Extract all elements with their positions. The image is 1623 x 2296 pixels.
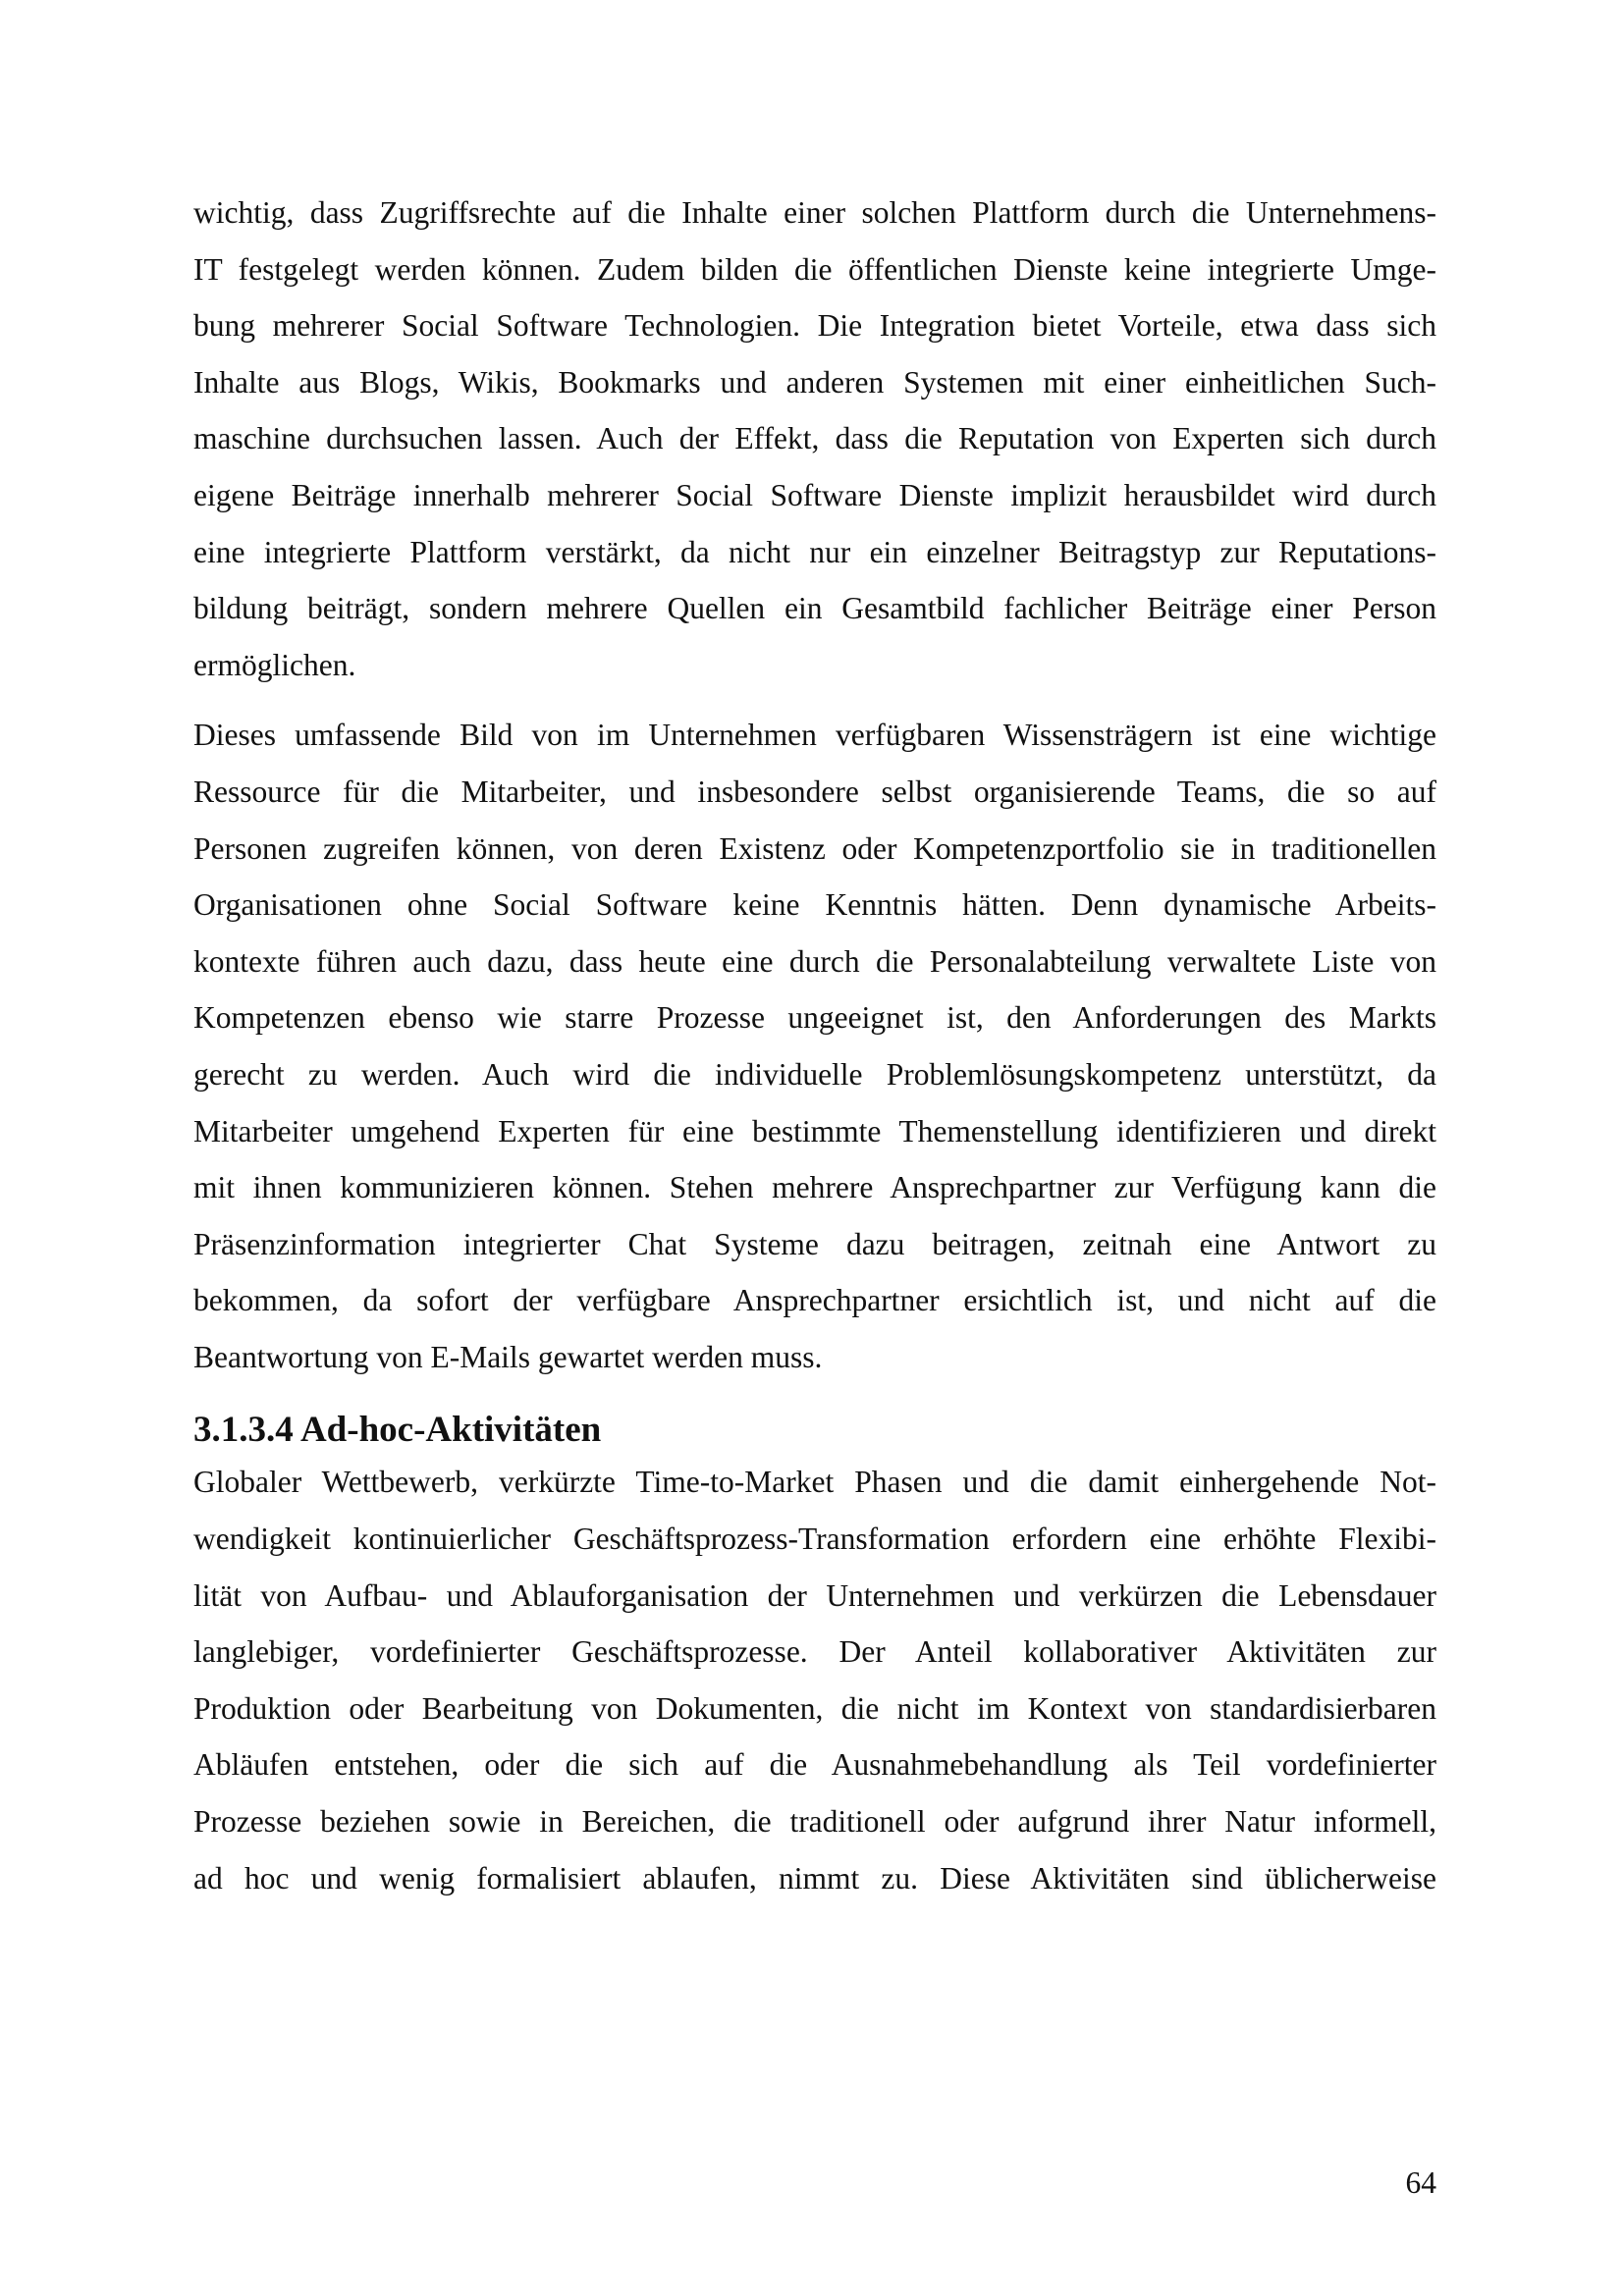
text-line: Kompetenzen ebenso wie starre Prozesse ungeeignet ist, den Anforderungen des Markts [193,1000,1436,1036]
text-line: Abläufen entstehen, oder die sich auf die Ausnahmebehandlung als Teil vordefinierter [193,1747,1436,1783]
text-line: IT festgelegt werden können. Zudem bilden die öffentlichen Dienste keine integrierte Umge- [193,251,1436,287]
text-line: Organisationen ohne Social Software keine Kenntnis hätten. Denn dynamische Arbeits- [193,887,1436,923]
text-line: bekommen, da sofort der verfügbare Ansprechpartner ersichtlich ist, und nicht auf die [193,1283,1436,1318]
paragraph-access-rights [193,185,1436,693]
text-line: wendigkeit kontinuierlicher Geschäftsprozess-Transformation erfordern eine erhöhte Flexibi- [193,1522,1436,1557]
paragraph-knowledge-holders [193,707,1436,1385]
paragraph-ad-hoc-activities [193,1454,1436,1906]
text-line: lität von Aufbau- und Ablauforganisation der Unternehmen und verkürzen die Lebensdauer [193,1577,1436,1613]
text-line: Beantwortung von E-Mails gewartet werden muss. [193,1339,823,1374]
text-line: langlebiger, vordefinierter Geschäftsprozesse. Der Anteil kollaborativer Aktivitäten zur [193,1634,1436,1670]
text-line: Personen zugreifen können, von deren Existenz oder Kompetenzportfolio sie in traditionellen [193,830,1436,866]
text-line: Inhalte aus Blogs, Wikis, Bookmarks und anderen Systemen mit einer einheitlichen Such- [193,364,1436,400]
text-line: eine integrierte Plattform verstärkt, da nicht nur ein einzelner Beitragstyp zur Reputations- [193,534,1436,569]
page-number: 64 [1405,2165,1436,2200]
text-line: Globaler Wettbewerb, verkürzte Time-to-Market Phasen und die damit einhergehende Not- [193,1465,1436,1500]
text-line: Präsenzinformation integrierter Chat Systeme dazu beitragen, zeitnah eine Antwort zu [193,1226,1436,1261]
text-line: wichtig, dass Zugriffsrechte auf die Inhalte einer solchen Plattform durch die Unternehmens- [193,195,1436,230]
text-line: bung mehrerer Social Software Technologien. Die Integration bietet Vorteile, etwa dass sich [193,308,1436,344]
text-line: Dieses umfassende Bild von im Unternehmen verfügbaren Wissensträgern ist eine wichtige [193,718,1436,753]
text-line: mit ihnen kommunizieren können. Stehen mehrere Ansprechpartner zur Verfügung kann die [193,1170,1436,1205]
text-line: eigene Beiträge innerhalb mehrerer Social Software Dienste implizit herausbildet wird durch [193,477,1436,512]
text-line: maschine durchsuchen lassen. Auch der Effekt, dass die Reputation von Experten sich durch [193,421,1436,456]
text-line: Prozesse beziehen sowie in Bereichen, die traditionell oder aufgrund ihrer Natur informell, [193,1804,1436,1840]
text-line: gerecht zu werden. Auch wird die individuelle Problemlösungskompetenz unterstützt, da [193,1056,1436,1092]
text-line: kontexte führen auch dazu, dass heute eine durch die Personalabteilung verwaltete Liste von [193,943,1436,979]
section-heading: 3.1.3.4 Ad-hoc-Aktivitäten [193,1410,602,1451]
text-line: ad hoc und wenig formalisiert ablaufen, nimmt zu. Diese Aktivitäten sind üblicherweise [193,1860,1436,1896]
text-line: Ressource für die Mitarbeiter, und insbesondere selbst organisierende Teams, die so auf [193,774,1436,809]
text-line: Produktion oder Bearbeitung von Dokumenten, die nicht im Kontext von standardisierbaren [193,1690,1436,1726]
text-line: bildung beiträgt, sondern mehrere Quellen ein Gesamtbild fachlicher Beiträge einer Person [193,591,1436,626]
text-line: ermöglichen. [193,647,356,682]
body-text [193,185,1436,1906]
text-line: Mitarbeiter umgehend Experten für eine bestimmte Themenstellung identifizieren und direkt [193,1113,1436,1148]
